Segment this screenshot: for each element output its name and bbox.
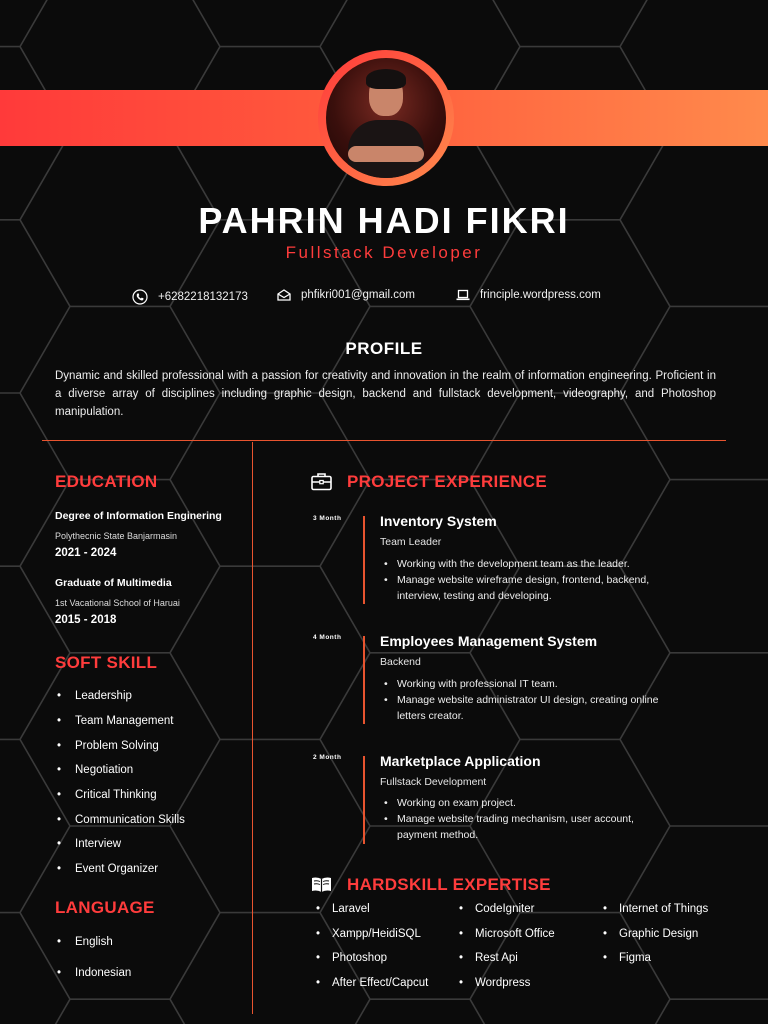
contact-email [277,289,415,301]
contact-website-text: frinciple.wordpress.com [480,289,601,301]
briefcase-icon [311,472,332,496]
project-timeline-line [363,516,365,604]
profile-photo-ring [318,50,454,186]
list-item: • Critical Thinking [55,789,185,814]
list-item: • Figma [601,952,708,977]
list-item: • Leadership [55,690,185,715]
profile-heading: PROFILE [345,339,423,358]
project-duration: 3 Month [313,515,342,522]
contact-website [456,289,601,301]
language-list [55,936,131,987]
education-heading: EDUCATION [55,472,158,491]
horizontal-divider [42,440,726,441]
project-points [380,795,670,843]
list-item: • Event Organizer [55,863,185,888]
job-title: Fullstack Developer [285,243,483,262]
project-role: Backend [380,656,421,668]
list-item: • Indonesian [55,967,131,987]
project-duration: 4 Month [313,634,342,641]
project-duration: 2 Month [313,754,342,761]
list-item: • English [55,936,131,967]
project-title: Inventory System [380,513,497,529]
vertical-divider [252,442,253,1014]
list-item: • Manage website administrator UI design, creating online letters creator. [380,692,670,724]
phone-icon [132,289,148,305]
list-item: • Laravel [314,903,428,928]
person-name: PAHRIN HADI FIKRI [198,200,570,241]
language-heading: LANGUAGE [55,898,155,917]
list-item: • Interview [55,838,185,863]
project-points [380,556,670,604]
hardskill-list-col2 [457,903,555,1001]
education-years: 2021 - 2024 [55,547,117,559]
hardskill-heading: HARDSKILL EXPERTISE [347,875,551,894]
list-item: • Graphic Design [601,928,708,953]
contact-phone [132,289,248,305]
project-experience-heading: PROJECT EXPERIENCE [347,472,548,491]
list-item: • Xampp/HeidiSQL [314,928,428,953]
envelope-icon [277,289,291,301]
contact-phone-text: +6282218132173 [158,291,248,303]
project-title: Marketplace Application [380,753,541,769]
project-role: Fullstack Development [380,776,487,788]
list-item: • Team Management [55,715,185,740]
soft-skill-list [55,690,185,888]
list-item: • Working on exam project. [380,795,670,811]
hardskill-list-col3 [601,903,708,977]
education-school: 1st Vacational School of Haruai [55,598,180,608]
list-item: • After Effect/Capcut [314,977,428,1002]
project-points [380,676,670,724]
laptop-icon [456,289,470,301]
soft-skill-heading: SOFT SKILL [55,653,158,672]
list-item: • Rest Api [457,952,555,977]
list-item: • Negotiation [55,764,185,789]
list-item: • Problem Solving [55,740,185,765]
education-years: 2015 - 2018 [55,614,117,626]
project-timeline-line [363,756,365,844]
list-item: • CodeIgniter [457,903,555,928]
list-item: • Manage website wireframe design, frontend, backend, interview, testing and developing. [380,572,670,604]
project-title: Employees Management System [380,633,598,649]
list-item: • Working with professional IT team. [380,676,670,692]
project-role: Team Leader [380,536,442,548]
profile-summary: Dynamic and skilled professional with a passion for creativity and innovation in the realm of information engineering. Proficient in a diverse array of disciplines including graphic design, backend and fullstack development, videography, and Photoshop manipulation. [55,370,716,418]
list-item: • Internet of Things [601,903,708,928]
list-item: • Manage website trading mechanism, user account, payment method. [380,811,670,843]
list-item: • Wordpress [457,977,555,1002]
project-timeline-line [363,636,365,724]
education-degree: Graduate of Multimedia [55,577,172,589]
education-degree: Degree of Information Enginering [55,510,222,522]
list-item: • Communication Skills [55,814,185,839]
hardskill-list-col1 [314,903,428,1001]
education-school: Polythecnic State Banjarmasin [55,531,178,541]
profile-photo [326,58,446,178]
book-icon [311,876,332,898]
list-item: • Working with the development team as the leader. [380,556,670,572]
contact-email-text: phfikri001@gmail.com [301,289,415,301]
list-item: • Photoshop [314,952,428,977]
list-item: • Microsoft Office [457,928,555,953]
